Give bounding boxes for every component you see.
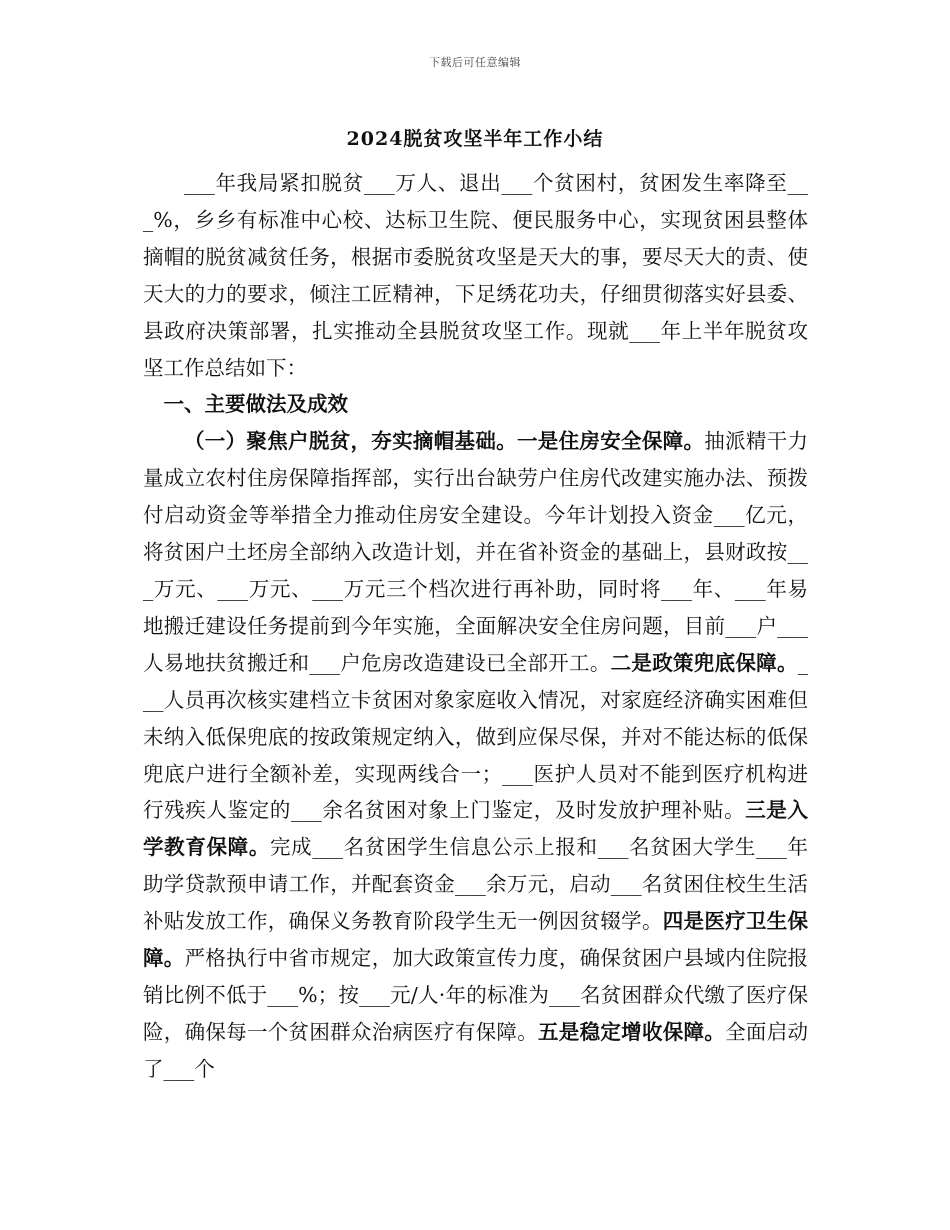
item-title-income: 五是稳定增收保障。 [538,1019,726,1044]
item-text-education: 完成___名贫困学生信息公示上报和___名贫困大学生___年助学贷款预申请工作，并配套资金___余万元，启动___名贫困住校生生活补贴发放工作，确保义务教育阶段学生无一例因贫辍学。 [143,835,809,934]
item-title-medical: 四是医疗卫生保障。 [143,909,809,971]
section-heading: 一、主要做法及成效 [163,392,348,417]
item-title-housing: 一是住房安全保障。 [516,429,705,454]
subsection-title: （一）聚焦户脱贫，夯实摘帽基础。 [184,429,517,454]
intro-paragraph: ___年我局紧扣脱贫___万人、退出___个贫困村，贫困发生率降至___%，乡乡有标准中心校、达标卫生院、便民服务中心，实现贫困县整体摘帽的脱贫减贫任务，根据市委脱贫攻坚是天大的事，要尽天大的责、使天大的力的要求，倾注工匠精神，下足绣花功夫，仔细贯彻落实好县委、县政府决策部署，扎实推动全县脱贫攻坚工作。现就___年上半年脱贫攻坚工作总结如下： [143,171,808,380]
page-header-note: 下载后可任意编辑 [429,56,521,69]
item-text-medical: 严格执行中省市规定，加大政策宣传力度，确保贫困户县域内住院报销比例不低于___%；按___元/人·年的标准为___名贫困群众代缴了医疗保险，确保每一个贫困群众治病医疗有保障。 [143,946,809,1044]
section-paragraph [143,423,808,1087]
item-title-policy: 二是政策兜底保障。 [610,650,798,675]
document-body [143,165,808,1088]
item-text-policy: ___人员再次核实建档立卡贫困对象家庭收入情况，对家庭经济确实困难但未纳入低保兜底的按政策规定纳入，做到应保尽保，并对不能达标的低保兜底户进行全额补差，实现两线合一；___医护人员对不能到医疗机构进行残疾人鉴定的___余名贫困对象上门鉴定，及时发放护理补贴。 [143,650,809,823]
item-text-housing: 抽派精干力量成立农村住房保障指挥部，实行出台缺劳户住房代改建实施办法、预拨付启动资金等举措全力推动住房安全建设。今年计划投入资金___亿元，将贫困户土坯房全部纳入改造计划，并在省补资金的基础上，县财政按___万元、___万元、___万元三个档次进行再补助，同时将___年、___年易地搬迁建设任务提前到今年实施，全面解决安全住房问题，目前___户___人易地扶贫搬迁和___户危房改造建设已全部开工。 [143,429,809,675]
item-text-income: 全面启动了___个 [143,1019,809,1081]
document-title: 2024脱贫攻坚半年工作小结 [346,128,604,150]
item-title-education: 三是入学教育保障。 [143,798,809,860]
